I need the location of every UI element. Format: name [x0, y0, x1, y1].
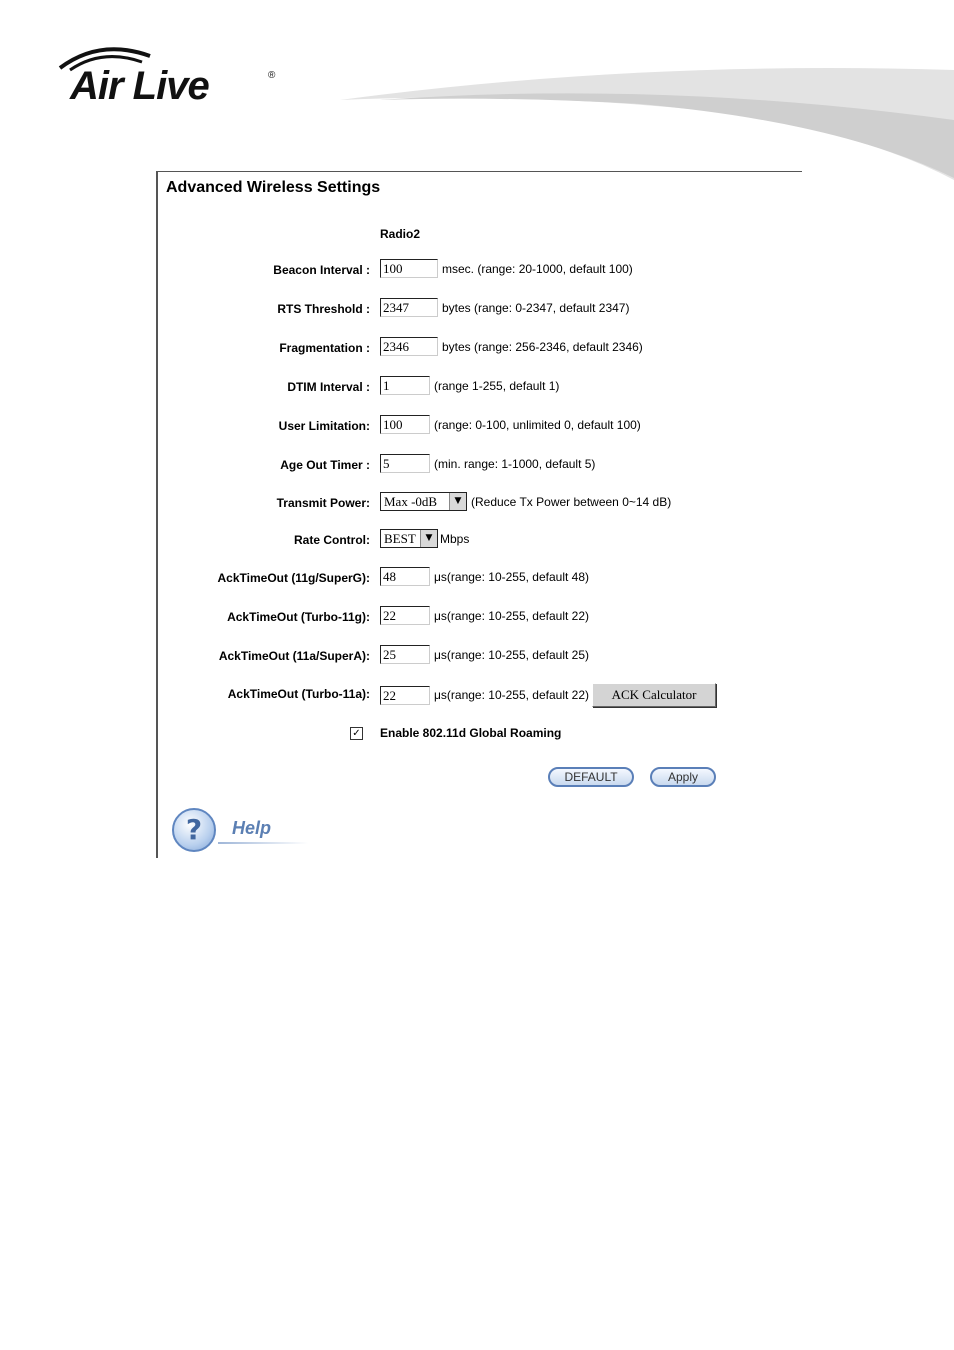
acktimeout-turbo11a-input[interactable]: 22: [380, 686, 430, 705]
acktimeout-11g-hint: μs(range: 10-255, default 48): [434, 569, 590, 584]
user-limitation-input[interactable]: 100: [380, 415, 430, 434]
acktimeout-turbo11a-row: [158, 683, 802, 707]
beacon-interval-row: [158, 259, 802, 283]
transmit-power-hint: (Reduce Tx Power between 0~14 dB): [471, 494, 672, 509]
acktimeout-turbo11a-label: AckTimeOut (Turbo-11a):: [227, 687, 370, 701]
beacon-interval-hint: msec. (range: 20-1000, default 100): [442, 261, 633, 276]
age-out-timer-row: [158, 454, 802, 478]
advanced-wireless-panel: [156, 171, 802, 858]
transmit-power-value: Max -0dB: [384, 494, 438, 509]
acktimeout-11a-label: AckTimeOut (11a/SuperA):: [218, 649, 370, 663]
chevron-down-icon[interactable]: ▼: [420, 530, 437, 547]
beacon-interval-label: Beacon Interval :: [273, 263, 370, 277]
logo-text: Air Live: [70, 64, 209, 108]
dtim-interval-hint: (range 1-255, default 1): [434, 378, 560, 393]
age-out-timer-label: Age Out Timer :: [280, 458, 370, 472]
transmit-power-label: Transmit Power:: [276, 496, 370, 510]
default-button[interactable]: DEFAULT: [548, 767, 634, 787]
help-label[interactable]: Help: [232, 818, 272, 838]
acktimeout-11g-input[interactable]: 48: [380, 567, 430, 586]
age-out-timer-input[interactable]: 5: [380, 454, 430, 473]
fragmentation-label: Fragmentation :: [279, 341, 370, 355]
global-roaming-label: Enable 802.11d Global Roaming: [380, 726, 562, 740]
acktimeout-11a-row: [158, 645, 802, 669]
user-limitation-label: User Limitation:: [278, 419, 370, 433]
acktimeout-11a-input[interactable]: 25: [380, 645, 430, 664]
acktimeout-turbo11a-hint: μs(range: 10-255, default 22): [434, 688, 590, 702]
rts-threshold-hint: bytes (range: 0-2347, default 2347): [442, 300, 630, 315]
acktimeout-11g-row: [158, 567, 802, 591]
acktimeout-11g-label: AckTimeOut (11g/SuperG):: [217, 571, 370, 585]
rts-threshold-label: RTS Threshold :: [277, 302, 370, 316]
rate-control-value: BEST: [384, 531, 416, 546]
registered-mark: ®: [268, 70, 276, 81]
dtim-interval-label: DTIM Interval :: [287, 380, 370, 394]
chevron-down-icon[interactable]: ▼: [449, 493, 466, 510]
global-roaming-row: [158, 724, 802, 744]
rate-control-label: Rate Control:: [294, 533, 370, 547]
fragmentation-input[interactable]: 2346: [380, 337, 438, 356]
acktimeout-turbo11g-input[interactable]: 22: [380, 606, 430, 625]
radio-label: Radio2: [380, 227, 421, 241]
rate-control-hint: Mbps: [440, 531, 470, 546]
acktimeout-11a-hint: μs(range: 10-255, default 25): [434, 647, 590, 662]
help-underline: [218, 842, 308, 844]
global-roaming-checkbox[interactable]: ✓: [350, 727, 363, 740]
rts-threshold-row: [158, 298, 802, 322]
acktimeout-turbo11g-label: AckTimeOut (Turbo-11g):: [227, 610, 370, 624]
fragmentation-hint: bytes (range: 256-2346, default 2346): [442, 339, 643, 354]
acktimeout-turbo11g-row: [158, 606, 802, 630]
panel-title: Advanced Wireless Settings: [166, 179, 381, 196]
rate-control-row: [158, 529, 802, 553]
apply-button[interactable]: Apply: [650, 767, 716, 787]
rate-control-select[interactable]: [380, 529, 438, 548]
transmit-power-select[interactable]: [380, 492, 467, 511]
help-icon[interactable]: ?: [172, 808, 216, 852]
user-limitation-hint: (range: 0-100, unlimited 0, default 100): [434, 417, 641, 432]
dtim-interval-row: [158, 376, 802, 400]
fragmentation-row: [158, 337, 802, 361]
beacon-interval-input[interactable]: 100: [380, 259, 438, 278]
dtim-interval-input[interactable]: 1: [380, 376, 430, 395]
transmit-power-row: [158, 492, 802, 516]
acktimeout-turbo11g-hint: μs(range: 10-255, default 22): [434, 608, 590, 623]
rts-threshold-input[interactable]: 2347: [380, 298, 438, 317]
airlive-logo: [52, 40, 292, 110]
help-link[interactable]: [170, 808, 310, 858]
user-limitation-row: [158, 415, 802, 439]
age-out-timer-hint: (min. range: 1-1000, default 5): [434, 456, 596, 471]
ack-calculator-button[interactable]: ACK Calculator: [592, 683, 716, 707]
